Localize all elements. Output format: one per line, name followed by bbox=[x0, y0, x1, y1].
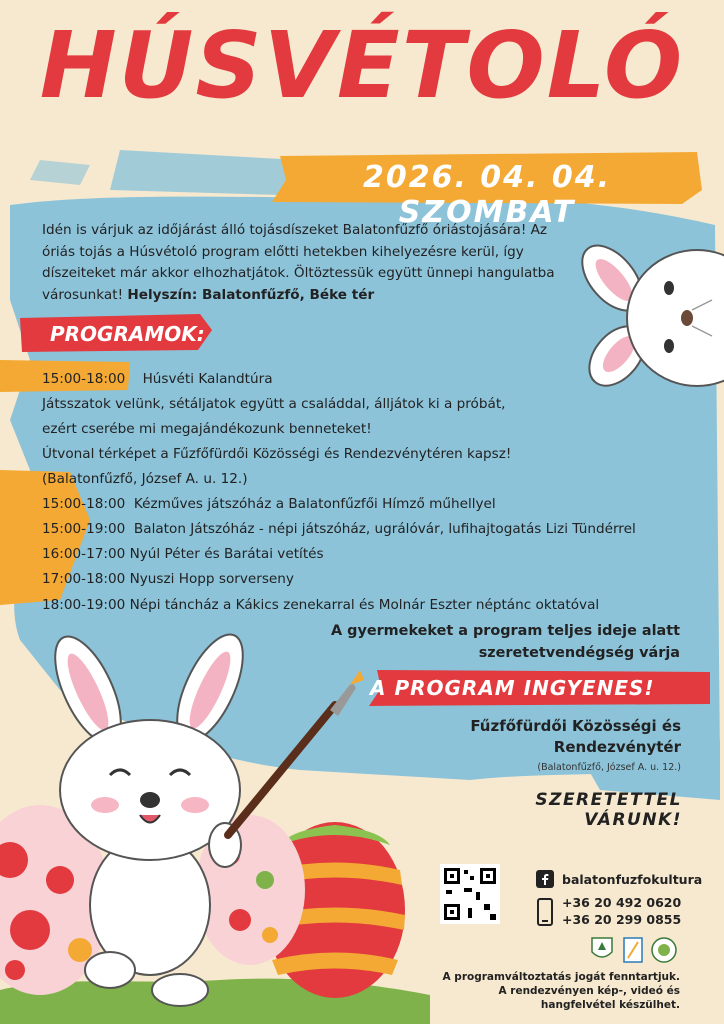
phone-icon bbox=[537, 898, 553, 926]
disclaimer-line-2: A rendezvényen kép-, videó és bbox=[498, 985, 680, 997]
program-time: 18:00-19:00 bbox=[42, 597, 126, 613]
venue-line-2: Rendezvénytér bbox=[553, 738, 681, 756]
program-description: (Balatonfűzfő, József A. u. 12.) bbox=[42, 471, 248, 487]
phone-number-2[interactable]: +36 20 299 0855 bbox=[562, 912, 682, 927]
program-item bbox=[42, 520, 636, 538]
program-item bbox=[42, 570, 294, 588]
catering-note-line-2: szeretetvendégség várja bbox=[478, 645, 680, 661]
programs-heading: PROGRAMOK: bbox=[50, 322, 205, 346]
page-title: HÚSVÉTOLÓ bbox=[39, 12, 685, 119]
program-item bbox=[42, 370, 273, 388]
disclaimer-line-3: hangfelvétel készülhet. bbox=[540, 999, 680, 1011]
venue-line-1: Fűzfőfürdői Közösségi és bbox=[470, 717, 681, 735]
program-description: Játsszatok velünk, sétáljatok együtt a családdal, álljátok ki a próbát, bbox=[42, 396, 506, 412]
venue-address: (Balatonfűzfő, József A. u. 12.) bbox=[537, 762, 681, 773]
bunny-face bbox=[572, 238, 724, 388]
program-time: 15:00-18:00 bbox=[42, 496, 126, 512]
program-description: ezért cserébe mi megajándékozunk benneteket! bbox=[42, 421, 372, 437]
facebook-icon bbox=[536, 870, 554, 888]
program-item bbox=[42, 495, 496, 513]
intro-location: Helyszín: Balatonfűzfő, Béke tér bbox=[127, 286, 375, 303]
program-label: Kézműves játszóház a Balatonfűzfői Hímző műhellyel bbox=[133, 496, 496, 512]
event-date: 2026. 04. 04. SZOMBAT bbox=[362, 160, 612, 230]
program-label: Húsvéti Kalandtúra bbox=[142, 371, 273, 387]
program-time: 15:00-18:00 bbox=[42, 371, 126, 387]
program-label: Nyuszi Hopp sorverseny bbox=[129, 571, 294, 587]
qr-code bbox=[440, 864, 500, 924]
phone-number-1[interactable]: +36 20 492 0620 bbox=[562, 895, 682, 910]
bunny-painter bbox=[0, 630, 420, 1024]
intro-description: Idén is várjuk az időjárást álló tojásdíszeket Balatonfűzfő óriástojására! Az óriás tojás a Húsvétoló program előtti hetekben kihelyezésre kerül, így díszeiteket már akkor elhozhatjátok. Öltöztessük együtt ünnepi hangulatba városunkat! bbox=[42, 222, 555, 303]
free-banner-text: A PROGRAM INGYENES! bbox=[370, 676, 655, 700]
program-item bbox=[42, 596, 599, 614]
disclaimer-line-1: A programváltoztatás jogát fenntartjuk. bbox=[442, 971, 680, 983]
facebook-handle[interactable]: balatonfuzfokultura bbox=[562, 872, 703, 887]
intro-text bbox=[42, 220, 572, 306]
program-time: 15:00-19:00 bbox=[42, 521, 126, 537]
program-label: Nyúl Péter és Barátai vetítés bbox=[129, 546, 324, 562]
program-time: 16:00-17:00 bbox=[42, 546, 126, 562]
program-description: Útvonal térképet a Fűzfőfürdői Közösségi és Rendezvénytéren kapsz! bbox=[42, 446, 512, 462]
program-time: 17:00-18:00 bbox=[42, 571, 126, 587]
welcome-text: SZERETETTEL VÁRUNK! bbox=[535, 790, 682, 830]
catering-note-line-1: A gyermekeket a program teljes ideje alatt bbox=[331, 623, 680, 639]
program-label: Népi táncház a Kákics zenekarral és Molnár Eszter néptánc oktatóval bbox=[129, 597, 600, 613]
logo-badges bbox=[590, 936, 680, 964]
program-item bbox=[42, 545, 324, 563]
program-label: Balaton Játszóház - népi játszóház, ugrálóvár, lufihajtogatás Lizi Tündérrel bbox=[133, 521, 636, 537]
